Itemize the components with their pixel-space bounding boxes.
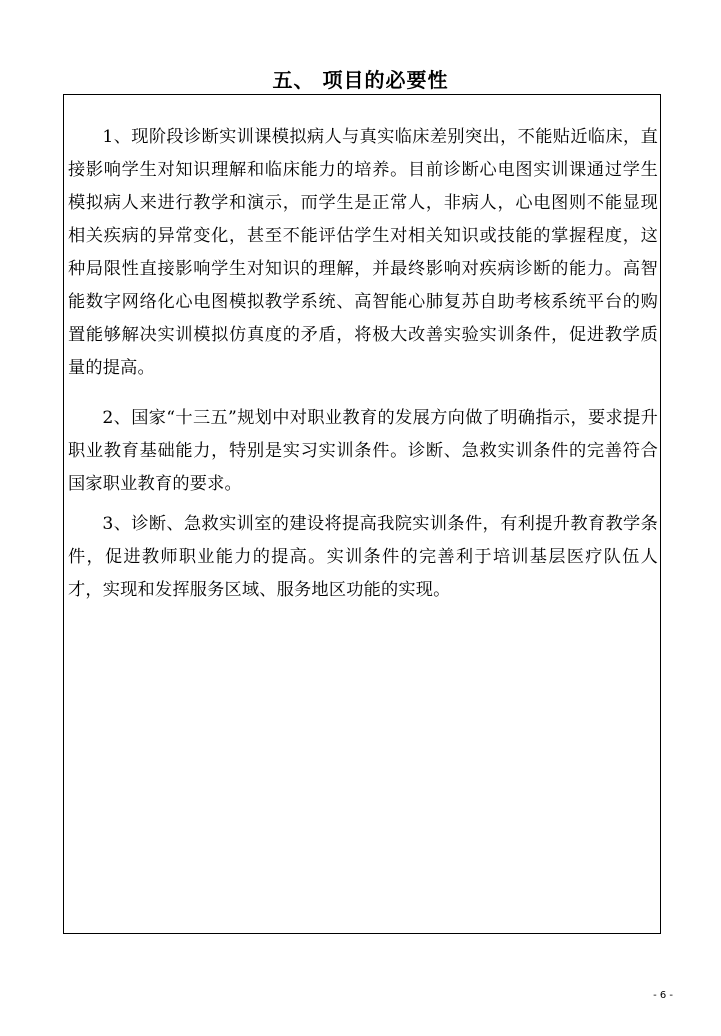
section-title: 五、 项目的必要性 [272,68,449,92]
paragraph-3: 3、诊断、急救实训室的建设将提高我院实训条件，有利提升教育教学条件，促进教师职业能力的提高。实训条件的完善利于培训基层医疗队伍人才，实现和发挥服务区域、服务地区功能的实现。 [68,514,658,600]
paragraph-2: 2、国家“十三五”规划中对职业教育的发展方向做了明确指示，要求提升职业教育基础能力，特别是实习实训条件。诊断、急救实训条件的完善符合国家职业教育的要求。 [68,408,658,494]
paragraph-1: 1、现阶段诊断实训课模拟病人与真实临床差别突出，不能贴近临床，直接影响学生对知识理解和临床能力的培养。目前诊断心电图实训课通过学生模拟病人来进行教学和演示，而学生是正常人，非病人，心电图则不能显现相关疾病的异常变化，甚至不能评估学生对相关知识或技能的掌握程度，这种局限性直接影响学生对知识的理解，并最终影响对疾病诊断的能力。高智能数字网络化心电图模拟教学系统、高智能心肺复苏自助考核系统平台的购置能够解决实训模拟仿真度的矛盾，将极大改善实验实训条件，促进教学质量的提高。 [68,127,658,378]
page-number: - 6 - [653,990,673,1001]
